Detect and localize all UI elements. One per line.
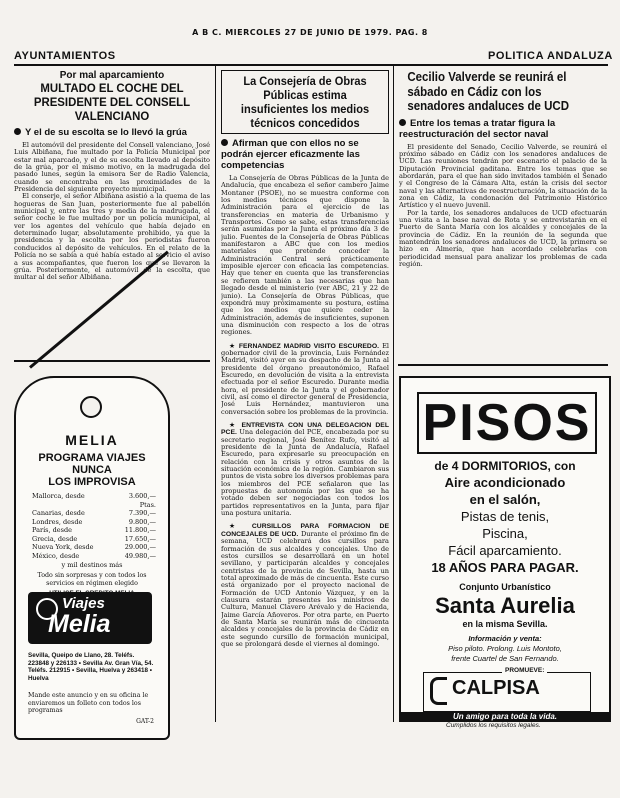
price-row: Canarias, desde 7.390,— [32,509,156,517]
tag-hole [80,396,102,418]
paragraph: La Consejería de Obras Públicas de la Junta de Andalucía, que encabeza el señor cambero Jaime Montaner (PSOE), no se muestra conforme con los medios técnicos que dispone la Administración para el ejercicio de las transferencias en materia de Urbanismo y Transportes. Como se sabe, estas transferencias serán asumidas por la Junta el próximo día 3 de julio. Fuentes de la Consejería de Obras Públicas manifestaron a ABC que con los medios materiales que pretende conceder la Administración Central será prácticamente imposible ejercer con eficacia las competencias. Hay que tener en cuenta que las transferencias se refieren también a las necesarias que han llegado desde el ministerio (ver ABC, 21 y 22 de junio). La Consejería de Obras Públicas, que expondrá muy próximamente su postura, estima que los medios que quiere ceder la Administración, además de insuficientes, suponen una disminución con respecto a los de otras regiones. [221,174,389,337]
top-rule [14,64,608,66]
right-article-lead: Entre los temas a tratar figura la reestructuración del sector naval [399,117,556,140]
paragraph: El conserje, el señor Albiñana asistió a la quema de las hogueras de San Juan, posteriormente fue al pabellón municipal y, entre las tres y media de la madrugada, el señor coche le fue multado por un policía municipal, al ver los agentes del vehículo que había dejado en determinado lugar, absolutamente prohibido, ya que la presidencia y la escolta por los periodistas fueron conducidos al depósito de vehículos. En el relato de la Policía no se sabía a qué había estado al servicio el aviso a sus acompañantes, que fueron los que se llevaron la grúa. Posteriormente, el automóvil de la escolta, que multar al del señor Albiñana. [14,192,210,282]
brief: ★ FERNANDEZ MADRID VISITO ESCUREDO. El gobernador civil de la provincia, Luis Fernández Madrid, visitó ayer en su despacho de la Junta al presidente del órgano preautonómico, Rafael Escuredo, en devolución de visita a la entrevista efectuada por el señor Escuredo. Durante media hora, el presidente de la Junta y el gobernador civil, así como el director general de Presidencia, José Luis Hernández, mantuvieron una conversación sobre los problemas de la provincia. [221,341,389,416]
left-article-rule [14,360,210,362]
paragraph: Por la tarde, los senadores andaluces de UCD efectuarán una visita a la base naval de Rota y se entrevistarán en el Puerto de Santa María con los alcaldes y concejales de la provincia de Cádiz. En la reunión de la segunda que mantendrán los senadores andaluces de UCD, la primera se hizo en Almería, que han acordado celebrarlas con periodicidad mensual para analizar los problemas de cada región. [399,208,607,268]
center-headline-box [221,70,389,134]
center-article-body [221,175,389,648]
paragraph: El presidente del Senado, Cecilio Valverde, se reunirá el próximo sábado en Cádiz con los senadores andaluces de UCD. Las reuniones tendrán por escenario el palacio de la Diputación Provincial gaditana. Entre los temas que se abordarán, para el que han sido invitados también el Senado y el Congreso de la Cámara Alta, están la crisis del sector naval y las alternativas de reestructuración, la situación de la zona en Cádiz, la condonación del Patrimonio Histórico Artístico y el nuevo juvenil. [399,142,607,210]
center-article-lead: Afirman que con ellos no se podrán ejercer eficazmente las competencias [221,138,360,171]
pisos-name: Santa Aurelia [435,593,575,618]
viajes-melia-logo: Viajes Melia [28,592,152,644]
price-row: México, desde 49.980,— [32,551,156,560]
brief: ★ ENTREVISTA CON UNA DELEGACION DEL PCE. Una delegación del PCE, encabezada por su secretario regional, José Benítez Rufo, visitó al presidente de la Junta de Andalucía, Rafael Escuredo, para expresarle su preocupación en relación con la crisis y otros asuntos de la situación económica de la región. Cambiaron sus puntos de vista sobre los diversos problemas para los miembros del PCE señalaron que las propuestas de autonomía por las que se ha votado deben ser negociadas con todos los partidos representativos en la Junta, para fijar una postura unitaria. [221,422,389,518]
brief: ★ CURSILLOS PARA FORMACION DE CONCEJALES DE UCD. Durante el próximo fin de semana, UCD celebrará dos cursillos para formación de sus alcaldes y concejales. Uno de estos cursillos se desarrollará en un hotel sevillano, y participarán alcaldes y concejales centristas de la provincia de Sevilla, hasta un total aproximado de más de cincuenta. Este curso está organizado por el proyecto nacional de Formación de UCD Antonio Vázquez, y en la clausura estarán presentes los ministros de Cultura, Manuel Clavero Arévalo y de Hacienda, Jaime García Añoveros. Por otra parte, en Puerto de Santa María se reunirán más de cincuenta alcaldes y concejales de la provincia de Cádiz en este segundo cursillo de formación municipal, que se prolongará desde el viernes al domingo. [221,523,389,648]
section-ayuntamientos: AYUNTAMIENTOS [14,50,116,62]
price-row: Mallorca, desde 3.600,— Ptas. [32,492,156,509]
melia-extra: y mil destinos más [61,561,123,569]
calpisa-name: CALPISA [452,677,540,699]
right-article-body [399,144,607,269]
left-article-body [14,142,210,282]
right-article [399,70,607,362]
left-article-lead: Y el de su escolta se lo llevó la grúa [14,127,210,138]
right-article-rule [398,364,608,366]
bullet-icon [399,119,406,126]
bullet-icon [14,128,21,135]
paragraph: El automóvil del presidente del Consell valenciano, José Luis Albiñana, fue multado por la Policía Municipal por estar mal aparcado, y el de su escolta llevado al depósito de la grúa, por el mismo motivo, en la madrugada del pasado lunes, según la emisora Ser de Radio Valencia, cuando se encontraba en las proximidades de la Presidencia del siguiente proyecto municipal. [14,141,210,194]
melia-title: PROGRAMA VIAJES NUNCA LOS IMPROVISA [38,452,146,488]
center-article-headline: La Consejería de Obras Públicas estima insuficientes los medios técnicos concedidos [240,74,370,130]
column-rule-2 [393,66,394,722]
melia-footer: Mande este anuncio y en su oficina le enviaremos un folleto con todos los programas [28,692,149,715]
pisos-legal: Cumplidos los requisitos legales. [446,722,541,729]
column-rule-1 [215,66,216,722]
section-politica-andaluza: POLITICA ANDALUZA [488,50,613,62]
price-row: París, desde 11.800,— [32,526,156,534]
calpisa-emblem-icon [430,677,447,705]
pisos-ad [399,376,611,722]
left-article-kicker: Por mal aparcamiento [59,70,165,81]
melia-ref: GAT-2 [136,718,154,725]
calpisa-logo: PROMUEVE: CALPISA [423,672,591,712]
bullet-icon [221,139,228,146]
melia-note: Todo sin sorpresas y con todos los servicios en régimen elegido [37,572,147,587]
melia-addresses: Sevilla, Queipo de Llano, 28. Teléfs. 223848 y 226133 • Sevilla Av. Gran Vía, 54. Teléfs. 212915 • Sevilla, Huelva y 263418 • Huelva [28,652,154,682]
price-row: Londres, desde 9.800,— [32,517,156,526]
melia-ad [14,376,170,740]
melia-brand: MELIA [65,432,119,448]
pisos-features: de 4 DORMITORIOS, con Aire acondicionado en el salón, Pistas de tenis, Piscina, Fácil aparcamiento. 18 AÑOS PARA PAGAR. Conjunto Urbanístico Santa Aurelia en la misma Sevilla. Información y venta: Piso piloto. Prolong. Luis Montoto, frente Cuartel de San Fernando. [401,458,609,663]
melia-price-list [16,492,168,597]
left-article [14,70,210,358]
price-row: Nueva York, desde 29.000,— [32,543,156,551]
page-header: A B C. MIERCOLES 27 DE JUNIO DE 1979. PAG. 8 [192,28,428,37]
right-article-headline: Cecilio Valverde se reunirá el sábado en Cádiz con los senadores andaluces de UCD [407,70,570,113]
left-article-headline: MULTADO EL COCHE DEL PRESIDENTE DEL CONSELL VALENCIANO [33,81,191,123]
pisos-title: PISOS [417,392,597,454]
price-row: Grecia, desde 17.650,— [32,534,156,543]
pisos-slogan: Un amigo para toda la vida. [401,712,609,721]
center-article [221,70,389,720]
